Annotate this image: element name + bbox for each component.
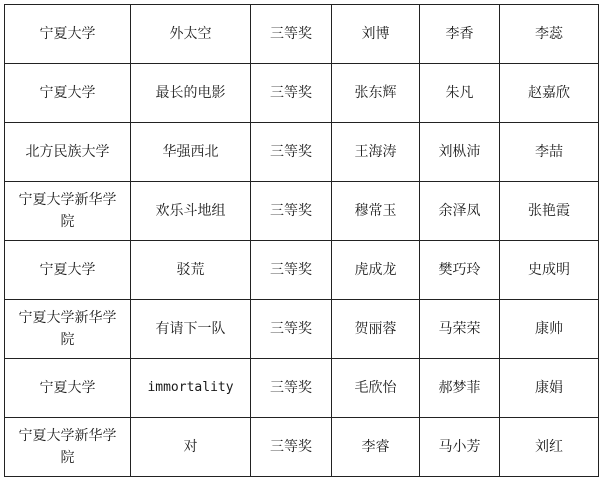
member-cell: 郝梦菲	[420, 359, 500, 418]
member-cell: 康帅	[500, 300, 599, 359]
table-row	[5, 182, 599, 241]
member-cell: 张东辉	[332, 64, 420, 123]
school-cell: 北方民族大学	[5, 123, 131, 182]
member-cell: 李睿	[332, 418, 420, 477]
member-cell: 史成明	[500, 241, 599, 300]
table-row	[5, 300, 599, 359]
member-cell: 刘枞沛	[420, 123, 500, 182]
table-row	[5, 123, 599, 182]
member-cell: 余泽凤	[420, 182, 500, 241]
member-cell: 刘博	[332, 5, 420, 64]
member-cell: 李喆	[500, 123, 599, 182]
award-cell: 三等奖	[251, 418, 332, 477]
member-cell: 李蕊	[500, 5, 599, 64]
school-cell: 宁夏大学	[5, 5, 131, 64]
member-cell: 贺丽蓉	[332, 300, 420, 359]
award-cell: 三等奖	[251, 359, 332, 418]
school-cell: 宁夏大学	[5, 64, 131, 123]
team-name-cell: 华强西北	[131, 123, 251, 182]
school-cell: 宁夏大学	[5, 241, 131, 300]
member-cell: 李香	[420, 5, 500, 64]
school-cell: 宁夏大学新华学院	[5, 182, 131, 241]
member-cell: 张艳霞	[500, 182, 599, 241]
award-cell: 三等奖	[251, 123, 332, 182]
award-table-body	[5, 5, 599, 477]
member-cell: 朱凡	[420, 64, 500, 123]
team-name-cell: 欢乐斗地组	[131, 182, 251, 241]
table-row	[5, 359, 599, 418]
member-cell: 马小芳	[420, 418, 500, 477]
award-cell: 三等奖	[251, 300, 332, 359]
award-cell: 三等奖	[251, 182, 332, 241]
member-cell: 虎成龙	[332, 241, 420, 300]
table-row	[5, 5, 599, 64]
member-cell: 穆常玉	[332, 182, 420, 241]
member-cell: 王海涛	[332, 123, 420, 182]
award-cell: 三等奖	[251, 5, 332, 64]
member-cell: 刘红	[500, 418, 599, 477]
team-name-cell: 最长的电影	[131, 64, 251, 123]
award-cell: 三等奖	[251, 64, 332, 123]
school-cell: 宁夏大学新华学院	[5, 300, 131, 359]
team-name-cell: 驳荒	[131, 241, 251, 300]
member-cell: 樊巧玲	[420, 241, 500, 300]
member-cell: 毛欣怡	[332, 359, 420, 418]
member-cell: 马荣荣	[420, 300, 500, 359]
table-row	[5, 241, 599, 300]
table-row	[5, 64, 599, 123]
team-name-cell: immortality	[131, 359, 251, 418]
school-cell: 宁夏大学新华学院	[5, 418, 131, 477]
team-name-cell: 外太空	[131, 5, 251, 64]
school-cell: 宁夏大学	[5, 359, 131, 418]
award-table	[4, 4, 599, 477]
team-name-cell: 有请下一队	[131, 300, 251, 359]
award-cell: 三等奖	[251, 241, 332, 300]
table-row	[5, 418, 599, 477]
member-cell: 康娟	[500, 359, 599, 418]
member-cell: 赵嘉欣	[500, 64, 599, 123]
team-name-cell: 对	[131, 418, 251, 477]
